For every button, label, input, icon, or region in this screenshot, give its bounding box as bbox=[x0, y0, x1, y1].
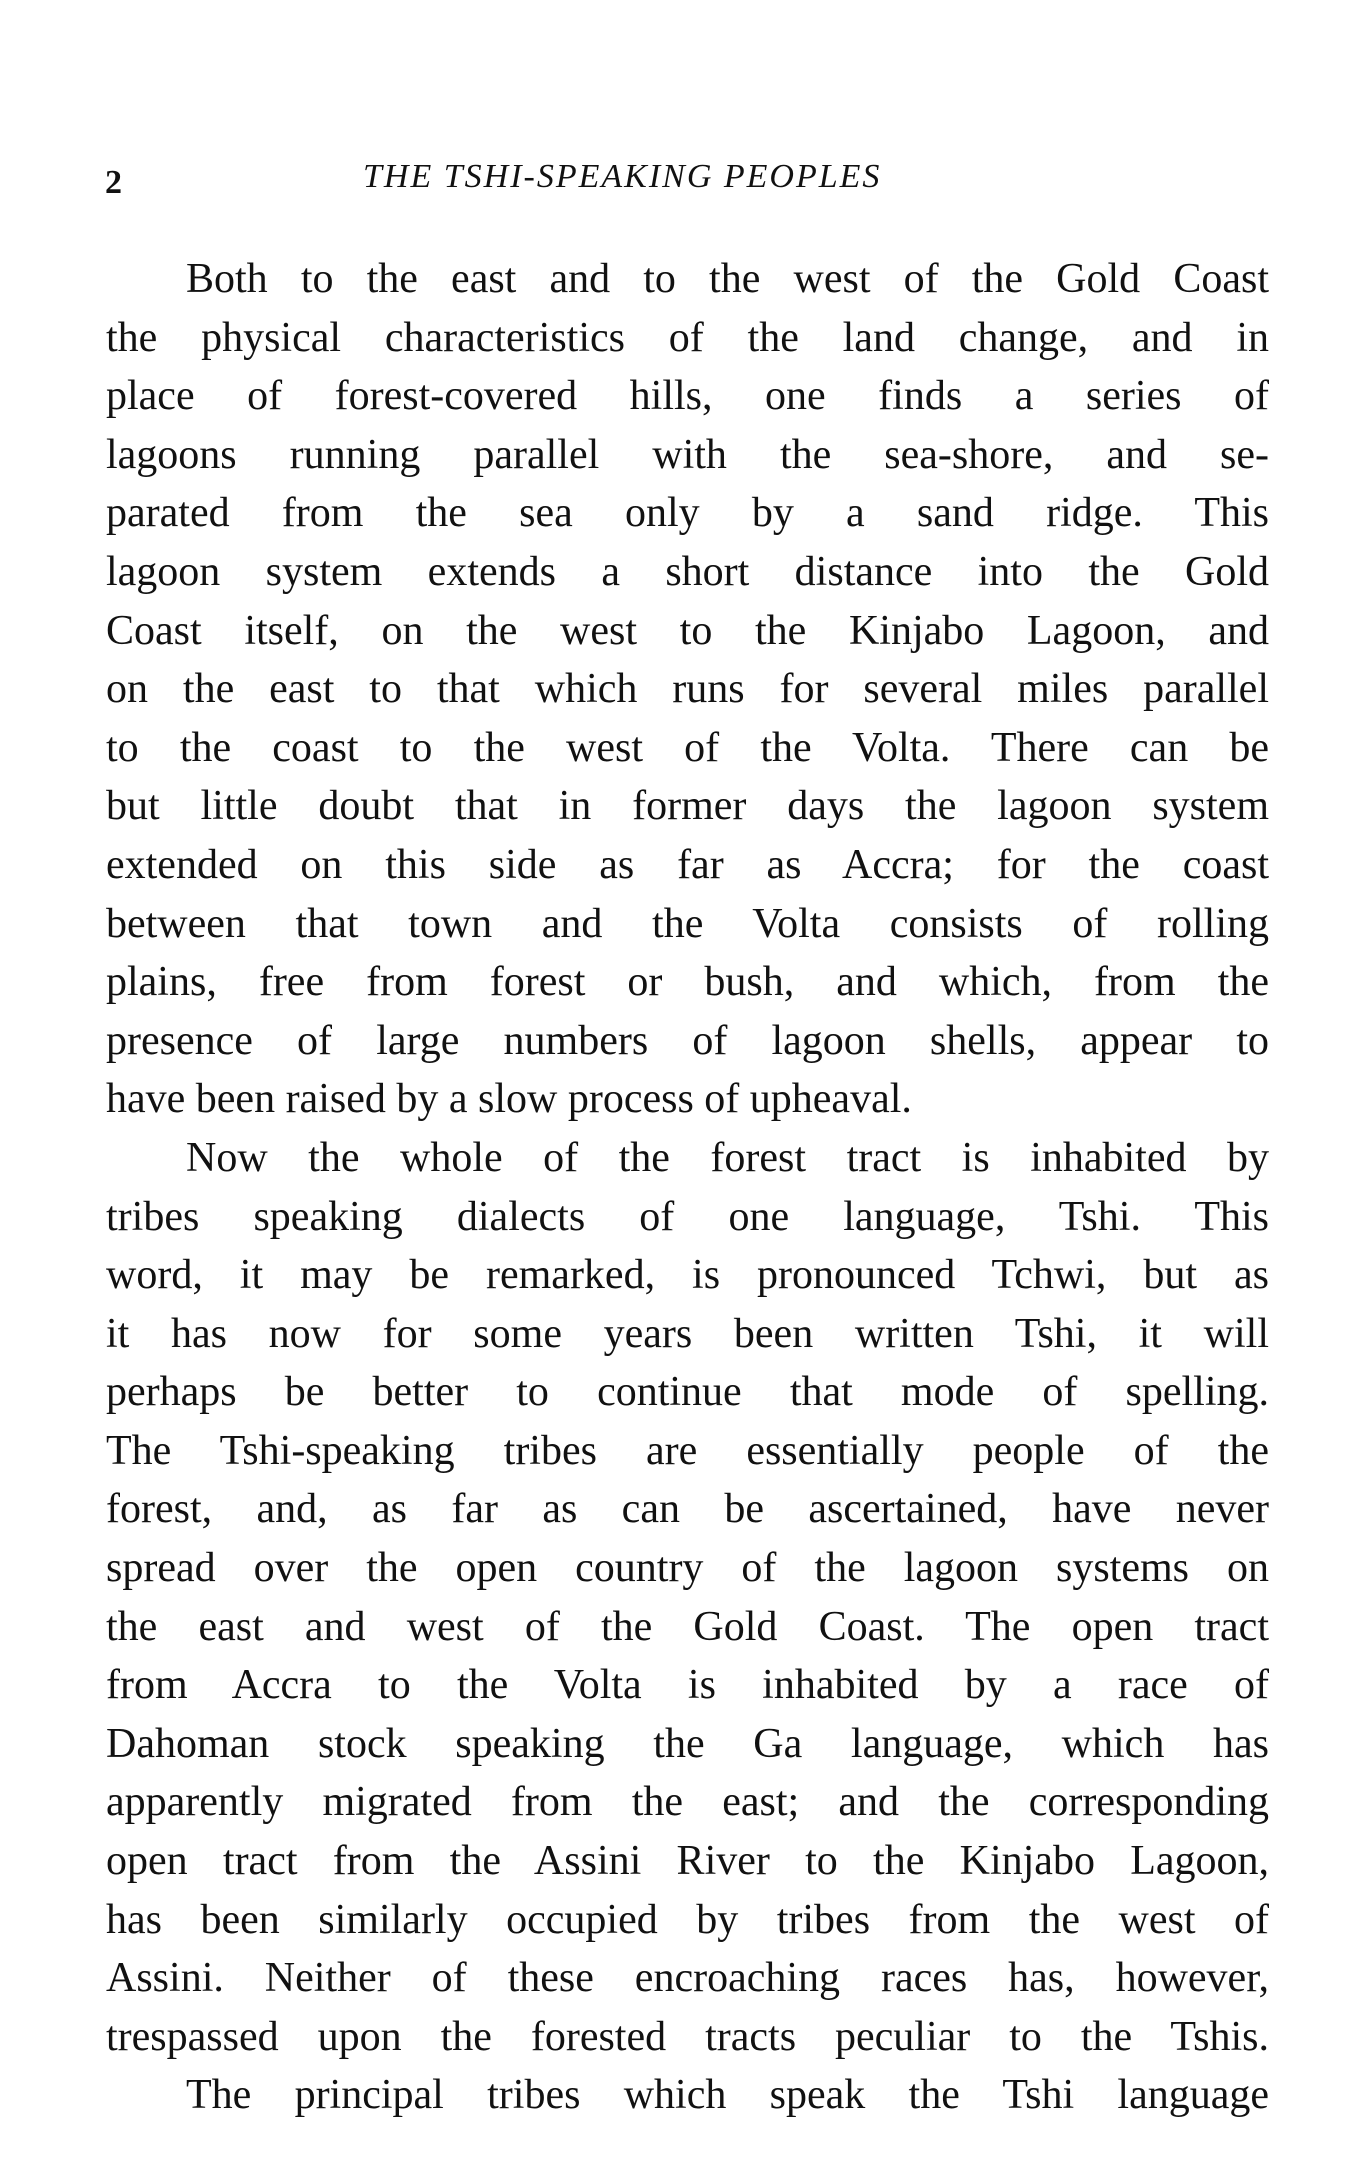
running-title: THE TSHI-SPEAKING PEOPLES bbox=[363, 158, 882, 195]
text-line: word, it may be remarked, is pronounced Tchwi, but as bbox=[106, 1252, 1269, 1299]
text-line: but little doubt that in former days the lagoon system bbox=[106, 783, 1269, 830]
text-line: parated from the sea only by a sand ridge. This bbox=[106, 490, 1269, 537]
text-line: lagoon system extends a short distance into the Gold bbox=[106, 548, 1269, 595]
text-line: Coast itself, on the west to the Kinjabo Lagoon, and bbox=[106, 607, 1269, 654]
text-line: have been raised by a slow process of upheaval. bbox=[106, 1076, 912, 1123]
text-line: apparently migrated from the east; and the corresponding bbox=[106, 1779, 1269, 1826]
text-line: the physical characteristics of the land change, and in bbox=[106, 314, 1269, 361]
text-line: perhaps be better to continue that mode of spelling. bbox=[106, 1369, 1269, 1416]
text-line: on the east to that which runs for several miles parallel bbox=[106, 666, 1269, 713]
text-line: the east and west of the Gold Coast. The open tract bbox=[106, 1603, 1269, 1650]
text-line: to the coast to the west of the Volta. There can be bbox=[106, 724, 1269, 771]
text-line: has been similarly occupied by tribes from the west of bbox=[106, 1896, 1269, 1943]
text-line: presence of large numbers of lagoon shells, appear to bbox=[106, 1017, 1269, 1064]
text-line: between that town and the Volta consists of rolling bbox=[106, 900, 1269, 947]
text-line: The principal tribes which speak the Tshi language bbox=[186, 2072, 1269, 2119]
text-line: tribes speaking dialects of one language, Tshi. This bbox=[106, 1193, 1269, 1240]
text-line: The Tshi-speaking tribes are essentially people of the bbox=[106, 1427, 1269, 1474]
text-line: from Accra to the Volta is inhabited by a race of bbox=[106, 1662, 1269, 1709]
text-line: place of forest-covered hills, one finds a series of bbox=[106, 373, 1269, 420]
running-head bbox=[105, 158, 1270, 208]
text-line: extended on this side as far as Accra; for the coast bbox=[106, 841, 1269, 888]
text-line: open tract from the Assini River to the Kinjabo Lagoon, bbox=[106, 1838, 1269, 1885]
text-line: Assini. Neither of these encroaching races has, however, bbox=[106, 1955, 1269, 2002]
text-line: plains, free from forest or bush, and which, from the bbox=[106, 959, 1269, 1006]
body-text bbox=[106, 250, 1269, 2125]
text-line: lagoons running parallel with the sea-shore, and se- bbox=[106, 431, 1269, 478]
text-line: Now the whole of the forest tract is inhabited by bbox=[186, 1134, 1269, 1181]
page-number: 2 bbox=[105, 164, 122, 201]
text-line: trespassed upon the forested tracts peculiar to the Tshis. bbox=[106, 2013, 1269, 2060]
text-line: Both to the east and to the west of the Gold Coast bbox=[186, 256, 1269, 302]
text-line: Dahoman stock speaking the Ga language, which has bbox=[106, 1720, 1269, 1767]
text-line: forest, and, as far as can be ascertained, have never bbox=[106, 1486, 1269, 1533]
text-line: it has now for some years been written Tshi, it will bbox=[106, 1310, 1269, 1357]
text-line: spread over the open country of the lagoon systems on bbox=[106, 1545, 1269, 1592]
